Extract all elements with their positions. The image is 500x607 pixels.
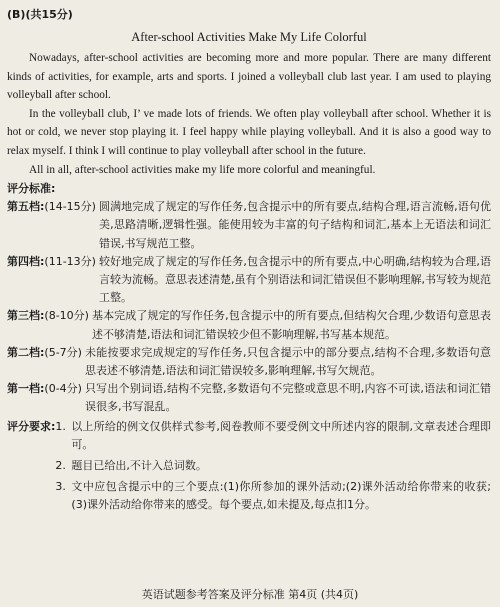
grade-label: 第二档:(5-7分) [7,345,82,359]
grade-description: 未能按要求完成规定的写作任务,只包含提示中的部分要点,结构不合理,多数语句意思表述不够清楚,语法和词汇错误较多,影响理解,书写欠规范。 [84,345,491,377]
grade-range: (11-13分) [44,254,96,268]
grade-label: 第四档:(11-13分) [7,254,96,268]
requirement-item [55,457,491,475]
grade-range: (5-7分) [44,345,82,359]
grade-description: 圆满地完成了规定的写作任务,包含提示中的所有要点,结构合理,语言流畅,语句优美,思路清晰,逻辑性强。能使用较为丰富的句子结构和词汇,基本上无语法和词汇错误,书写规范工整。 [98,200,491,250]
grade-3 [7,307,491,343]
grade-label: 第三档:(8-10分) [7,309,89,323]
page-footer: 英语试题参考答案及评分标准 第4页 (共4页) [141,588,359,601]
scoring-grades [7,198,491,416]
requirement-item [55,418,491,454]
requirements-label: 评分要求: [7,419,56,433]
requirement-number: 1. [55,419,66,433]
scoring-requirements [7,418,491,515]
grade-description: 基本完成了规定的写作任务,包含提示中的所有要点,但结构欠合理,少数语句意思表述不够清楚,语法和词汇错误较少但不影响理解,书写基本规范。 [91,309,491,341]
grade-2 [7,344,491,380]
essay-paragraph-3: All in all, after-school activities make my life more colorful and meaningful. [29,163,376,176]
requirement-number: 3. [55,480,66,494]
section-heading: (B)(共15分) [7,8,73,21]
requirement-text: 以上所给的例文仅供样式参考,阅卷教师不要受例文中所述内容的限制,文章表述合理即可。 [71,419,491,451]
requirement-number: 2. [55,459,66,472]
grade-label: 第五档:(14-15分) [7,200,96,214]
essay-paragraph-2: In the volleyball club, I’ ve made lots of friends. We often play volleyball after school. Whether it is hot or cold, we never stop playing it. I feel happy while playing volleyball. And it is also a good way to relax myself. I think I will continue to play volleyball after school in the future. [7,107,491,157]
essay-title: After-school Activities Make My Life Colorful [131,30,367,44]
essay-paragraph-1: Nowadays, after-school activities are becoming more and more popular. There are many different kinds of activities, for example, arts and sports. I joined a volleyball club last year. I am used to playing volleyball after school. [7,52,491,102]
model-essay [7,49,491,179]
requirement-item [55,478,491,514]
scoring-standards-heading: 评分标准: [7,182,56,196]
grade-1 [7,380,491,416]
grade-4 [7,253,491,308]
requirement-text: 题目已给出,不计入总词数。 [71,459,207,472]
grade-range: (14-15分) [44,200,96,214]
grade-label: 第一档:(0-4分) [7,382,82,396]
grade-range: (0-4分) [44,382,82,396]
grade-description: 较好地完成了规定的写作任务,包含提示中的所有要点,中心明确,结构较为合理,语言较为流畅。意思表述清楚,虽有个别语法和词汇错误但不影响理解,书写较为规范工整。 [98,254,491,305]
grade-description: 只写出个别词语,结构不完整,多数语句不完整或意思不明,内容不可读,语法和词汇错误很多,书写混乱。 [84,382,491,414]
requirements-list [55,418,491,515]
requirement-text: 文中应包含提示中的三个要点:(1)你所参加的课外活动;(2)课外活动给你带来的收获;(3)课外活动给你带来的感受。每个要点,如未提及,每点扣1分。 [71,480,491,512]
grade-range: (8-10分) [44,309,89,323]
grade-5 [7,198,491,253]
